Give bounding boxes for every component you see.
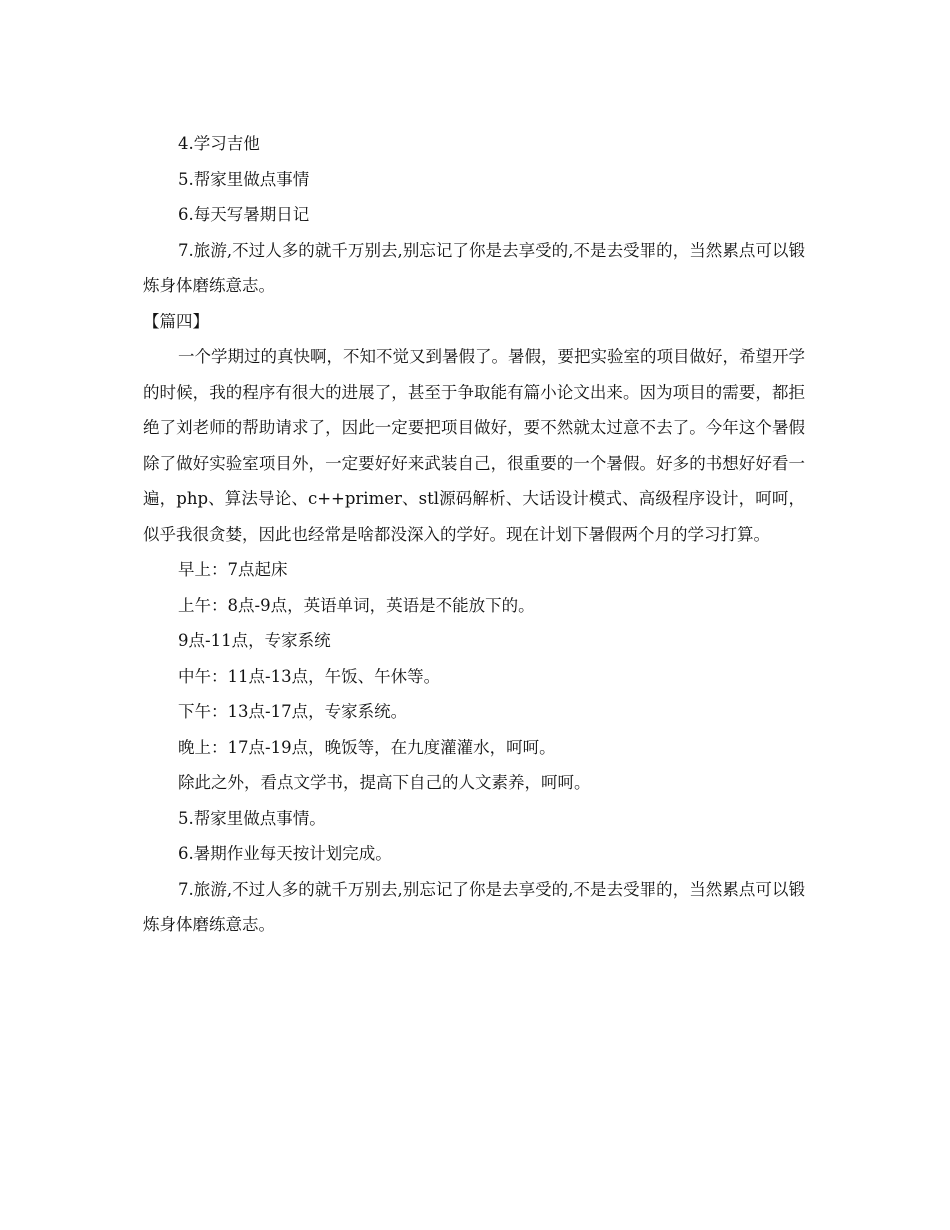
schedule-morning: 上午：8点-9点，英语单词，英语是不能放下的。 (178, 595, 535, 615)
schedule-late-morning: 9点-11点，专家系统 (178, 631, 331, 650)
list-item-homework: 6.暑期作业每天按计划完成。 (178, 844, 392, 863)
list-item-help-family: 5.帮家里做点事情 (178, 169, 310, 189)
document-body (143, 126, 805, 943)
schedule-evening: 晚上：17点-19点，晚饭等，在九度灌灌水，呵呵。 (178, 737, 556, 757)
list-item-daily-diary: 6.每天写暑期日记 (178, 205, 310, 224)
body-paragraph: 一个学期过的真快啊，不知不觉又到暑假了。暑假，要把实验室的项目做好，希望开学的时候，我的程序有很大的进展了，甚至于争取能有篇小论文出来。因为项目的需要，都拒绝了刘老师的帮助请求了，因此一定要把项目做好，要不然就太过意不去了。今年这个暑假除了做好实验室项目外，一定要好好来武装自己，很重要的一个暑假。好多的书想好好看一遍，php、算法导论、c++primer、stl源码解析、大话设计模式、高级程序设计，呵呵，似乎我很贪婪，因此也经常是啥都没深入的学好。现在计划下暑假两个月的学习打算。 (143, 347, 805, 544)
list-item-travel: 7.旅游,不过人多的就千万别去,别忘记了你是去享受的,不是去受罪的，当然累点可以锻炼身体磨练意志。 (143, 240, 805, 295)
section-heading: 【篇四】 (143, 311, 209, 331)
schedule-noon: 中午：11点-13点，午饭、午休等。 (178, 666, 441, 686)
list-item-help-family-2: 5.帮家里做点事情。 (178, 808, 326, 828)
list-item-learn-guitar: 4.学习吉他 (178, 134, 260, 153)
schedule-morning-wake: 早上：7点起床 (178, 560, 288, 579)
schedule-afternoon: 下午：13点-17点，专家系统。 (178, 702, 408, 721)
extra-reading-note: 除此之外，看点文学书，提高下自己的人文素养，呵呵。 (178, 773, 591, 792)
list-item-travel-2: 7.旅游,不过人多的就千万别去,别忘记了你是去享受的,不是去受罪的，当然累点可以锻炼身体磨练意志。 (143, 879, 805, 934)
